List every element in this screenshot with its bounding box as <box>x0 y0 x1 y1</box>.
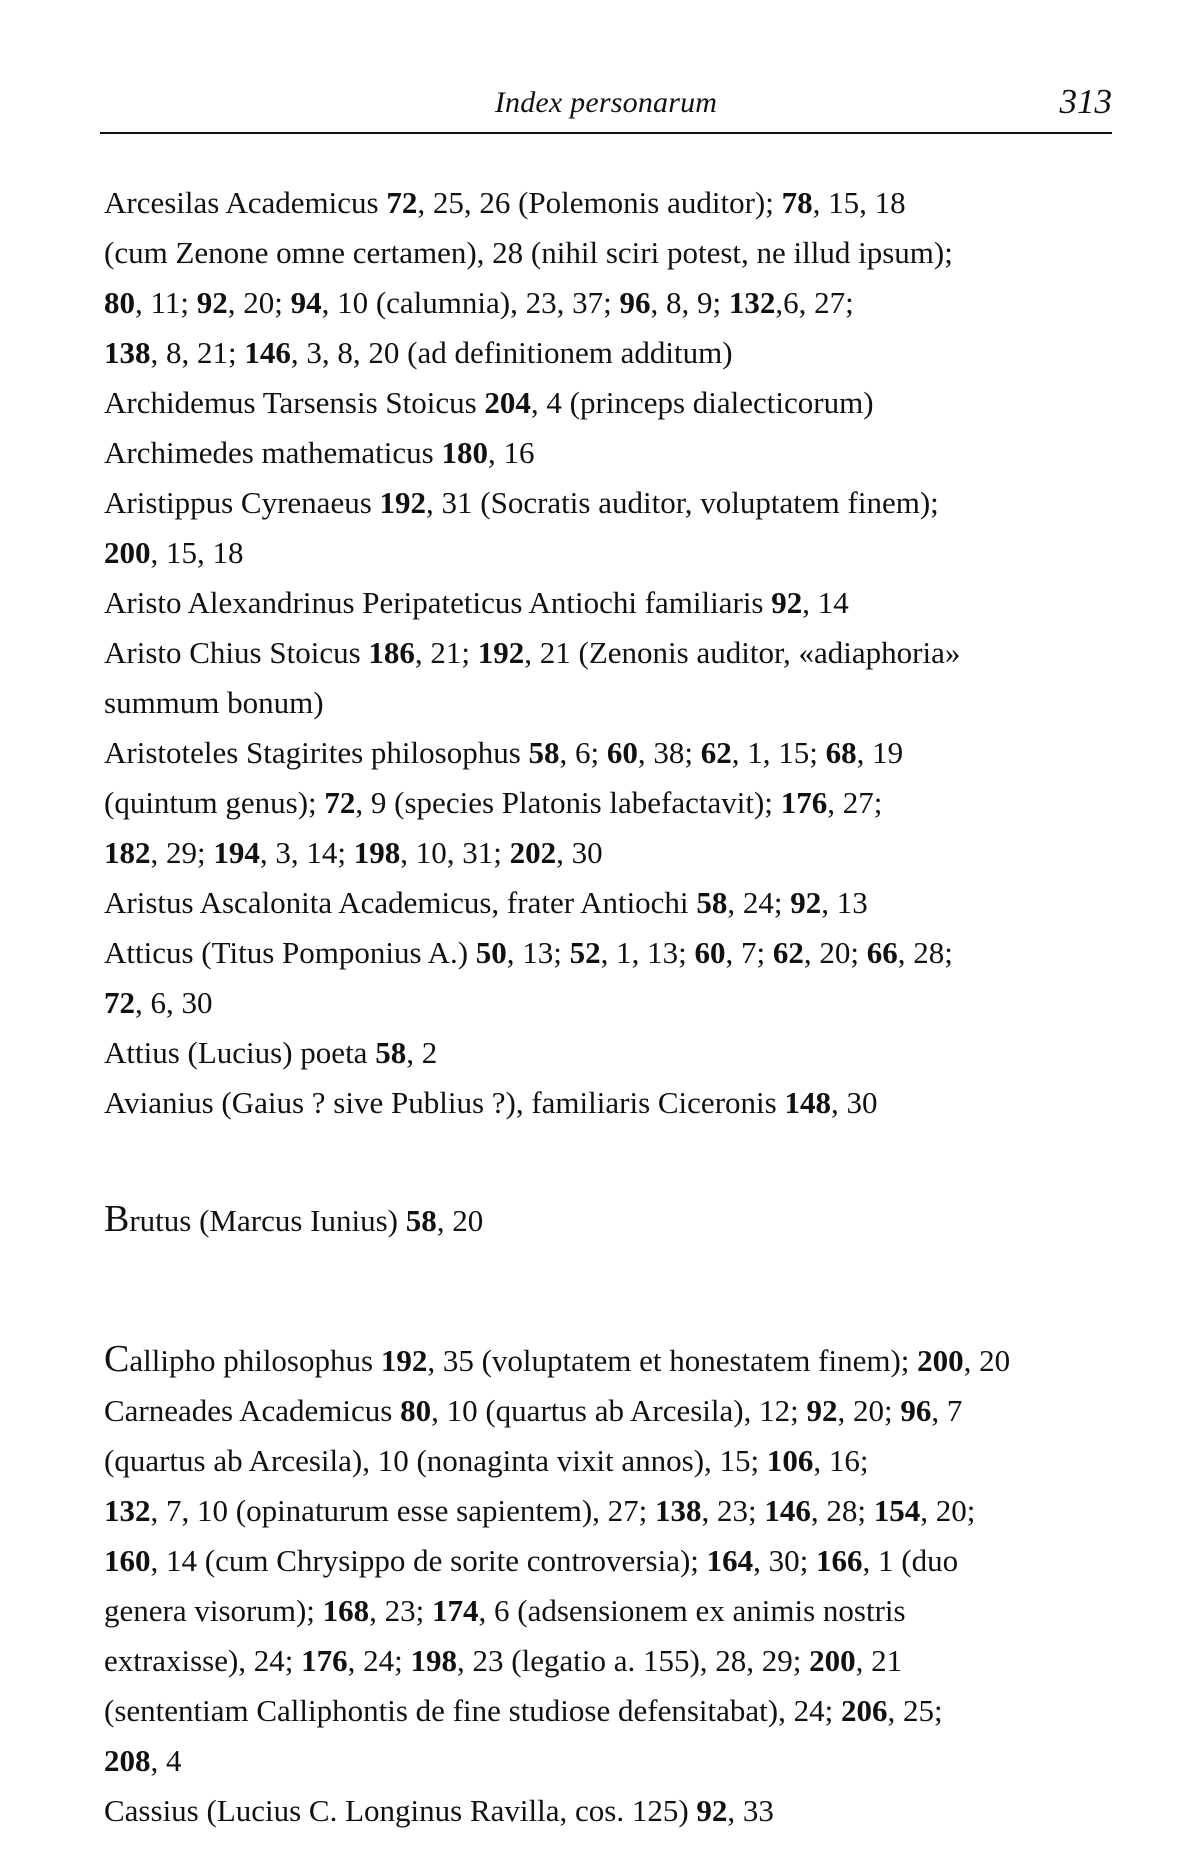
page-reference: 80 <box>400 1393 432 1428</box>
entry-text: , 38; <box>637 735 701 770</box>
index-entry <box>104 878 1114 928</box>
page-reference: 164 <box>706 1543 754 1578</box>
entry-text: , 20; <box>803 935 867 970</box>
page-reference: 62 <box>772 935 804 970</box>
entry-text: , 35 (voluptatem et honestatem finem); <box>427 1343 918 1378</box>
entry-text: Aristippus Cyrenaeus <box>104 485 380 520</box>
page-reference: 132 <box>728 285 776 320</box>
page-reference: 200 <box>809 1643 856 1678</box>
entry-text: Aristoteles Stagirites philosophus <box>104 735 529 770</box>
entry-text: , 7; <box>725 935 773 970</box>
entry-text: Aristo Chius Stoicus <box>104 635 369 670</box>
entry-text: , 3, 14; <box>259 835 354 870</box>
index-entry <box>104 378 1114 428</box>
page-reference: 192 <box>380 1343 428 1378</box>
entry-line <box>104 228 1114 278</box>
page-reference: 62 <box>700 735 732 770</box>
entry-text: Atticus (Titus Pomponius A.) <box>104 935 476 970</box>
entry-text: extraxisse), 24; <box>104 1643 302 1678</box>
index-entry <box>104 578 1114 628</box>
entry-text: , 25, 26 (Polemonis auditor); <box>417 185 782 220</box>
index-entry <box>104 728 1114 878</box>
index-entry <box>104 1786 1114 1836</box>
entry-line <box>104 428 1114 478</box>
index-entry <box>104 178 1114 378</box>
entry-text: , 24; <box>727 885 791 920</box>
page-reference: 146 <box>764 1493 811 1528</box>
entry-text: , 7 <box>931 1393 963 1428</box>
page-reference: 148 <box>784 1085 831 1120</box>
entry-line <box>104 1636 1114 1686</box>
page-reference: 60 <box>606 735 638 770</box>
section-gap <box>104 1246 1114 1334</box>
page-reference: 132 <box>104 1493 151 1528</box>
page-reference: 168 <box>322 1593 370 1628</box>
index-entry <box>104 1028 1114 1078</box>
entry-text: rutus (Marcus Iunius) <box>129 1203 406 1238</box>
entry-text: , 10 (calumnia), 23, 37; <box>321 285 620 320</box>
page-reference: 60 <box>694 935 726 970</box>
entry-text: , 20; <box>227 285 291 320</box>
entry-text: , 9 (species Platonis labefactavit); <box>355 785 781 820</box>
entry-text: (quartus ab Arcesila), 10 (nonaginta vixit annos), 15; <box>104 1443 767 1478</box>
entry-text: , 19 <box>856 735 904 770</box>
entry-text: , 7, 10 (opinaturum esse sapientem), 27; <box>150 1493 656 1528</box>
index-entry <box>104 1078 1114 1128</box>
page-reference: 92 <box>771 585 803 620</box>
entry-text: , 4 (princeps dialecticorum) <box>530 385 874 420</box>
page-reference: 58 <box>375 1035 407 1070</box>
page-reference: 96 <box>900 1393 932 1428</box>
page-reference: 174 <box>432 1593 479 1628</box>
entry-text: , 23; <box>369 1593 433 1628</box>
entry-text: Carneades Academicus <box>104 1393 401 1428</box>
entry-text: , 30; <box>753 1543 817 1578</box>
entry-line <box>104 478 1114 528</box>
entry-text: , 28; <box>897 935 953 970</box>
entry-line <box>104 678 1114 728</box>
page-reference: 58 <box>405 1203 437 1238</box>
page-reference: 92 <box>790 885 822 920</box>
entry-text: Archimedes mathematicus <box>104 435 442 470</box>
entry-text: , 16 <box>487 435 535 470</box>
entry-text: , 20; <box>837 1393 901 1428</box>
page-reference: 94 <box>290 285 322 320</box>
page-reference: 176 <box>301 1643 348 1678</box>
entry-line <box>104 778 1114 828</box>
entry-line <box>104 1078 1114 1128</box>
page-reference: 50 <box>475 935 507 970</box>
entry-text: , 21 <box>855 1643 903 1678</box>
index-entry <box>104 628 1114 728</box>
page-reference: 138 <box>655 1493 702 1528</box>
entry-text: , 8, 9; <box>650 285 729 320</box>
entry-text: Avianius (Gaius ? sive Publius ?), familiaris Ciceronis <box>104 1085 785 1120</box>
entry-text: , 2 <box>406 1035 438 1070</box>
page-reference: 192 <box>477 635 525 670</box>
index-section-b <box>104 1194 1114 1246</box>
entry-text: , 16; <box>813 1443 869 1478</box>
entry-text: , 33 <box>727 1793 774 1828</box>
page-reference: 58 <box>696 885 728 920</box>
page-reference: 78 <box>781 185 813 220</box>
entry-text: Archidemus Tarsensis Stoicus <box>104 385 485 420</box>
entry-text: , 30 <box>556 835 603 870</box>
page-reference: 106 <box>766 1443 814 1478</box>
entry-line <box>104 878 1114 928</box>
section-gap <box>104 1128 1114 1194</box>
header-rule <box>100 132 1112 134</box>
entry-text: , 31 (Socratis auditor, voluptatem finem); <box>426 485 939 520</box>
page-reference: 72 <box>386 185 418 220</box>
page-reference: 194 <box>213 835 260 870</box>
index-entry <box>104 1386 1114 1786</box>
entry-line <box>104 1536 1114 1586</box>
entry-text: , 29; <box>150 835 214 870</box>
index-section-c <box>104 1334 1114 1836</box>
page-reference: 72 <box>324 785 356 820</box>
entry-text: , 15, 18 <box>150 535 244 570</box>
entry-line <box>104 1028 1114 1078</box>
page-number: 313 <box>1059 82 1112 121</box>
entry-text: , 24; <box>347 1643 411 1678</box>
entry-text: , 14 (cum Chrysippo de sorite controversia); <box>150 1543 707 1578</box>
entry-text: , 25; <box>887 1693 943 1728</box>
entry-text: , 21; <box>414 635 478 670</box>
entry-line <box>104 1436 1114 1486</box>
page-reference: 138 <box>104 335 151 370</box>
entry-text: allipho philosophus <box>129 1343 381 1378</box>
page-reference: 52 <box>569 935 601 970</box>
entry-text: , 20; <box>920 1493 976 1528</box>
page-reference: 96 <box>619 285 651 320</box>
page-reference: 80 <box>104 285 135 320</box>
entry-text: , 10 (quartus ab Arcesila), 12; <box>431 1393 807 1428</box>
index-entry <box>104 1194 1114 1246</box>
entry-line <box>104 1386 1114 1436</box>
entry-line <box>104 828 1114 878</box>
entry-line <box>104 728 1114 778</box>
entry-text: , 11; <box>135 285 197 320</box>
page-reference: 180 <box>441 435 488 470</box>
entry-text: , 3, 8, 20 (ad definitionem additum) <box>290 335 733 370</box>
entry-text: , 15, 18 <box>812 185 906 220</box>
entry-line <box>104 1736 1114 1786</box>
entry-text: Cassius (Lucius C. Longinus Ravilla, cos. 125) <box>104 1793 697 1828</box>
entry-line <box>104 1686 1114 1736</box>
entry-text: , 23; <box>701 1493 765 1528</box>
page-reference: 198 <box>353 835 401 870</box>
entry-text: Aristus Ascalonita Academicus, frater Antiochi <box>104 885 697 920</box>
page-reference: 176 <box>780 785 828 820</box>
entry-line <box>104 628 1114 678</box>
entry-text: , 1, 13; <box>600 935 695 970</box>
entry-text: , 10, 31; <box>400 835 510 870</box>
entry-text: summum bonum) <box>104 685 324 720</box>
entry-text: , 1, 15; <box>731 735 826 770</box>
entry-line <box>104 1586 1114 1636</box>
entry-text: ,6, 27; <box>775 285 854 320</box>
entry-text: , 8, 21; <box>150 335 245 370</box>
index-entry <box>104 478 1114 578</box>
page-reference: 92 <box>696 1793 728 1828</box>
page-reference: 192 <box>379 485 427 520</box>
entry-line <box>104 328 1114 378</box>
page-reference: 68 <box>825 735 857 770</box>
entry-text: , 23 (legatio a. 155), 28, 29; <box>457 1643 810 1678</box>
page-reference: 202 <box>509 835 557 870</box>
page-reference: 154 <box>873 1493 921 1528</box>
initial-letter: B <box>104 1198 130 1240</box>
entry-line <box>104 178 1114 228</box>
page-reference: 206 <box>840 1693 888 1728</box>
entry-text: , 28; <box>810 1493 874 1528</box>
entry-line <box>104 578 1114 628</box>
page-reference: 160 <box>104 1543 151 1578</box>
entry-text: , 21 (Zenonis auditor, «adiaphoria» <box>524 635 961 670</box>
entry-text: Attius (Lucius) poeta <box>104 1035 376 1070</box>
entry-line <box>104 1194 1114 1246</box>
page-reference: 146 <box>244 335 291 370</box>
page-reference: 186 <box>368 635 415 670</box>
entry-text: (quintum genus); <box>104 785 325 820</box>
entry-text: , 14 <box>802 585 849 620</box>
entry-line <box>104 928 1114 978</box>
entry-line <box>104 1786 1114 1836</box>
initial-letter: C <box>104 1338 130 1380</box>
entry-line <box>104 528 1114 578</box>
entry-text: , 6; <box>559 735 607 770</box>
running-head-title: Index personarum <box>494 86 718 119</box>
page-reference: 200 <box>104 535 151 570</box>
index-entry <box>104 1334 1114 1386</box>
page-reference: 208 <box>104 1743 151 1778</box>
entry-line <box>104 378 1114 428</box>
entry-text: Arcesilas Academicus <box>104 185 387 220</box>
page-reference: 92 <box>196 285 228 320</box>
page-reference: 200 <box>917 1343 964 1378</box>
entry-line <box>104 1486 1114 1536</box>
entry-text: , 4 <box>150 1743 182 1778</box>
entry-line <box>104 1334 1114 1386</box>
entry-text: (sententiam Calliphontis de fine studiose defensitabat), 24; <box>104 1693 841 1728</box>
entry-text: , 1 (duo <box>862 1543 959 1578</box>
index-entry <box>104 428 1114 478</box>
entry-text: , 13 <box>821 885 868 920</box>
page-reference: 66 <box>866 935 898 970</box>
index-entry <box>104 928 1114 1028</box>
entry-text: , 20 <box>963 1343 1011 1378</box>
page-reference: 92 <box>806 1393 838 1428</box>
index-section-a <box>104 178 1114 1128</box>
running-head <box>100 82 1112 126</box>
entry-line <box>104 978 1114 1028</box>
entry-text: , 27; <box>827 785 883 820</box>
page-reference: 72 <box>104 985 135 1020</box>
entry-text: , 13; <box>506 935 570 970</box>
index-body <box>104 178 1114 1836</box>
entry-text: , 30 <box>830 1085 878 1120</box>
entry-text: , 6, 30 <box>135 985 213 1020</box>
page-reference: 58 <box>528 735 560 770</box>
page-reference: 182 <box>104 835 151 870</box>
entry-line <box>104 278 1114 328</box>
page-reference: 166 <box>816 1543 863 1578</box>
entry-text: Aristo Alexandrinus Peripateticus Antiochi familiaris <box>104 585 772 620</box>
entry-text: genera visorum); <box>104 1593 323 1628</box>
page-reference: 198 <box>410 1643 458 1678</box>
entry-text: , 6 (adsensionem ex animis nostris <box>478 1593 906 1628</box>
entry-text: (cum Zenone omne certamen), 28 (nihil sciri potest, ne illud ipsum); <box>104 235 953 270</box>
entry-text: , 20 <box>436 1203 484 1238</box>
page-reference: 204 <box>484 385 531 420</box>
